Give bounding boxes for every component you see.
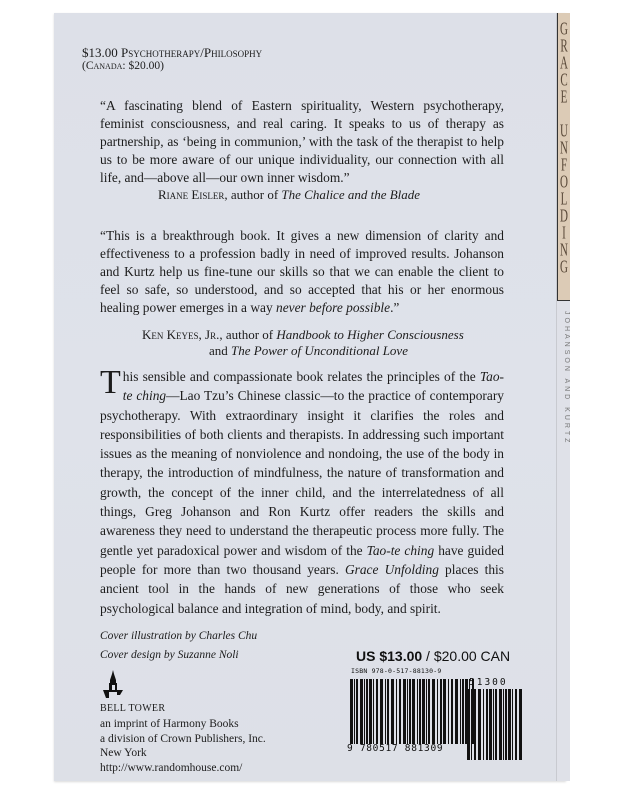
barcode-bar [422,679,425,744]
barcode-bar [467,689,470,760]
barcode-bar [493,689,494,760]
spine-letter: O [560,173,568,193]
barcode-bar [412,679,415,744]
barcode-bar [478,689,481,760]
spine-letter: L [560,190,568,210]
barcode-bar [432,679,435,744]
spine-letter: A [560,54,568,74]
barcode-bar [515,689,517,760]
book-title: The Chalice and the Blade [281,187,421,202]
author-name: Riane Eisler [158,187,225,202]
attribution-text: , author of [224,187,282,202]
barcode-bar [373,679,374,744]
addon-digits: 51300 [469,677,508,688]
spine-letter: N [560,139,568,159]
isbn-label: ISBN 978-0-517-88130-9 [351,667,442,675]
us-price: US $13.00 [356,648,423,664]
barcode-bar [486,689,488,760]
attribution-text: , author of [219,327,277,342]
barcode-bar [391,679,394,744]
barcode-bar [380,679,383,744]
spine-authors: JOHANSON AND KURTZ [563,311,570,446]
barcode-bar [399,679,401,744]
spine-letter: R [560,37,568,57]
barcode-bar [503,689,504,760]
description-text: —Lao Tzu’s Chinese classic—to the practice of contemporary psychotherapy. With extraordinary insight it clarifies the roles and responsibilities of both clients and therapists. In addressing such important issues as the meaning of nonviolence and nondoing, the use of the body in therapy, the introduction of mindfulness, the nature of transformation and growth, the concept of the inner child, and the interrelatedness of all things, Greg Johanson and Ron Kurtz offer readers the skills and awareness they need to understand the therapeutic process more fully. The gentle yet paradoxical power and wisdom of the [100,388,504,558]
canada-price: (Canada: $20.00) [82,60,164,72]
barcode [347,667,527,767]
barcode-bar [451,679,453,744]
title-reference: Tao-te ching [366,542,435,558]
barcode-bar [354,679,355,744]
barcode-bar [366,679,368,744]
quote-keyes [100,227,504,317]
barcode-bar [519,689,522,760]
barcode-bar [437,679,438,744]
barcode-bar [407,679,408,744]
author-name: Ken Keyes, Jr. [142,327,220,342]
publisher-line: a division of Crown Publishers, Inc. [100,732,266,745]
barcode-bar [462,679,464,744]
barcode-bar [455,679,458,744]
barcode-bar [471,689,472,760]
can-price: / $20.00 CAN [422,648,511,664]
spine-letter: F [560,156,568,176]
title-reference: Grace Unfolding [344,561,439,577]
spine-letter: D [560,207,568,227]
spine-title [557,13,570,301]
publisher-url: http://www.randomhouse.com/ [100,761,243,774]
barcode-bar [440,679,442,744]
barcode-bar [489,689,492,760]
quote-end: .” [390,300,400,315]
ean-barcode [350,679,475,744]
publisher-city: New York [100,747,147,759]
publisher-line: an imprint of Harmony Books [100,718,239,730]
barcode-bar [409,679,411,744]
category: Psychotherapy/Philosophy [121,45,263,60]
title-reference: Tao-te ching [122,369,504,404]
book-title: Handbook to Higher Consciousness [276,327,464,342]
description-text: have guided people for more than two thousand years. [100,542,504,577]
barcode-bar [385,679,386,744]
barcode-bar [419,679,421,744]
imprint-name: BELL TOWER [100,703,166,714]
spine-letter: G [560,258,568,278]
quote-emphasis: never before possible [276,300,391,315]
spine-letter: N [560,241,568,261]
quote-attribution-eisler [158,187,420,203]
barcode-bar [369,679,372,744]
barcode-bar [403,679,406,744]
quote-eisler: “A fascinating blend of Eastern spirituality, Western psychotherapy, feminist consciousness, and real caring. It speaks to us of therapy as partnership, as ‘being in communion,’ with the task of the therapist to help us to be more aware of our unique individuality, our connection with all life, and—above all—our own inner wisdom.” [100,98,504,185]
barcode-bar [417,679,418,744]
quote-text: “This is a breakthrough book. It gives a new dimension of clarity and effectiveness to a profession badly in need of improved results. Johanson and Kurtz help us fine-tune our skills so that we can enable the client to feel so safe, so understood, and so accepted that his or her enormous healing power emerges in a way [100,228,504,315]
spine-letter: E [560,88,568,108]
book-title: The Power of Unconditional Love [231,343,408,358]
barcode-bar [505,689,507,760]
category-price-line [82,45,262,61]
barcode-bar [376,679,378,744]
illustration-credit: Cover illustration by Charles Chu [100,630,258,642]
barcode-bar [426,679,427,744]
barcode-bar [350,679,353,744]
barcode-bar [428,679,430,744]
spine-letter: U [560,122,568,142]
book-description [100,364,504,618]
barcode-bar [460,679,461,744]
barcode-bar [387,679,389,744]
attribution-text: and [209,343,232,358]
addon-barcode [467,689,524,760]
barcode-bar [356,679,358,744]
barcode-bar [448,679,449,744]
description-text: his sensible and compassionate book relates the principles of the [122,369,480,384]
cover-credits [100,627,257,665]
drop-cap: T [100,364,121,401]
spine-letter: C [560,71,568,91]
publisher-info [100,717,266,775]
barcode-bar [483,689,484,760]
barcode-bar [364,679,365,744]
retail-price [356,648,510,664]
quote-attribution-keyes [142,327,464,359]
barcode-bar [499,689,502,760]
design-credit: Cover design by Suzanne Noli [100,649,239,661]
barcode-bar [495,689,497,760]
book-spine [556,13,570,781]
ean-digits: 9 780517 881309 [347,743,444,754]
barcode-bar [360,679,363,744]
bell-tower-icon [103,670,123,698]
spine-letter: G [560,20,568,40]
barcode-bar [443,679,446,744]
barcode-bar [396,679,397,744]
spine-letter: I [562,224,566,244]
barcode-bar [508,689,511,760]
description-text: places this ancient tool in the hands of new generations of those who seek psychological balance and integration of mind, body, and spirit. [100,561,504,616]
price: $13.00 [82,45,118,60]
barcode-bar [512,689,513,760]
barcode-bar [474,689,476,760]
